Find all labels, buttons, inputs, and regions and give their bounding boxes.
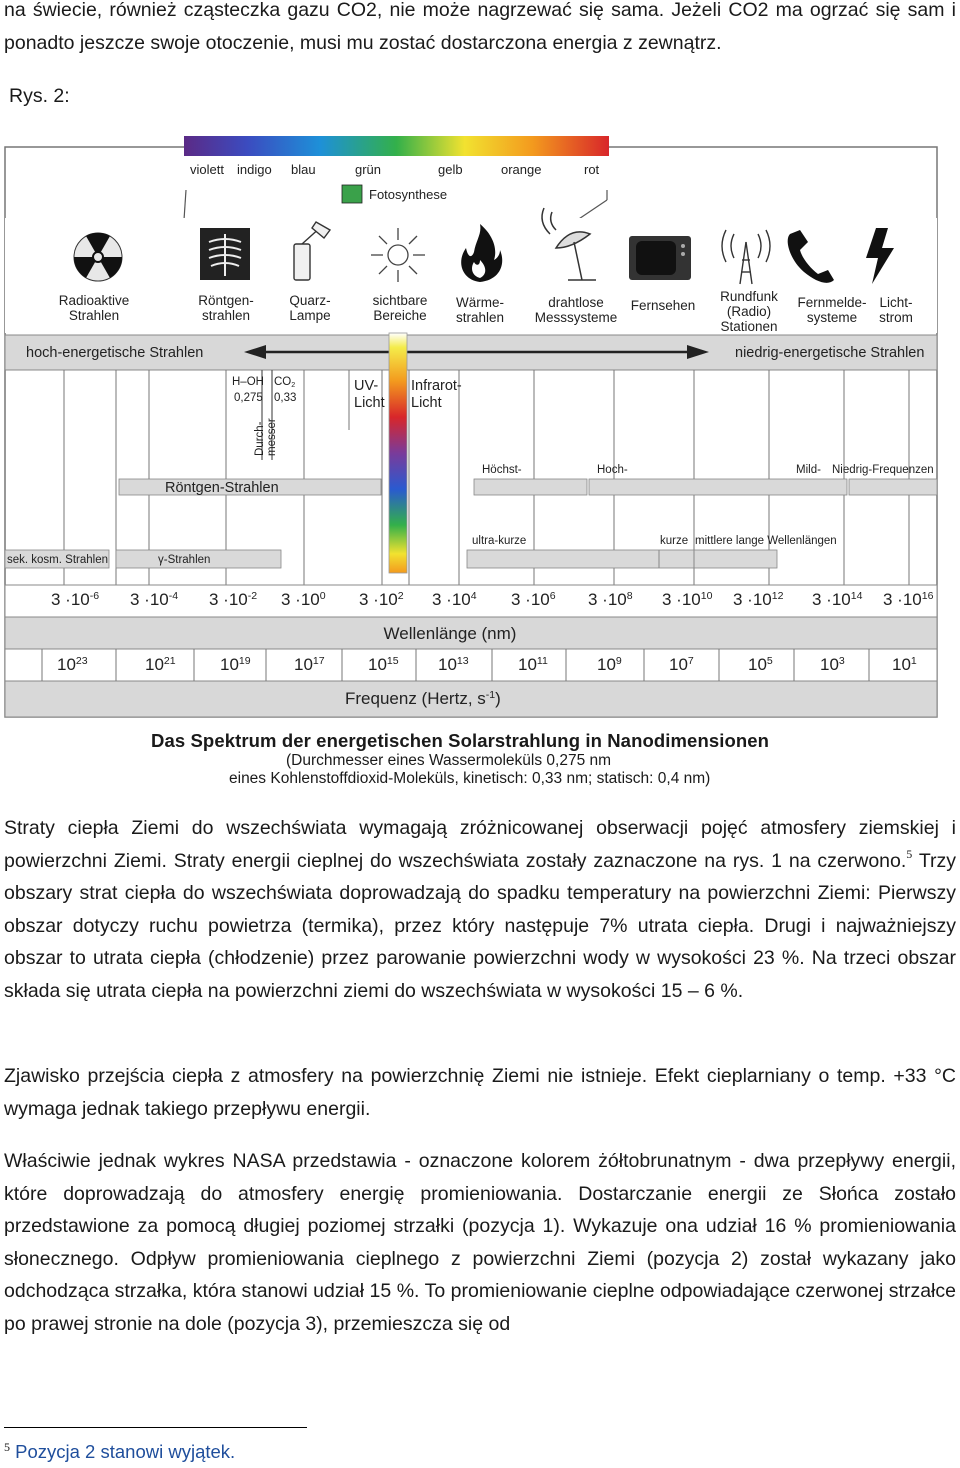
footnote-text: Pozycja 2 stanowi wyjątek. [15, 1441, 236, 1463]
frequency-tick-label: $10^3$ [820, 655, 845, 674]
frequency-tick-label: $10^7$ [669, 655, 694, 674]
hoechst-label: Höchst- [482, 464, 522, 476]
paragraph-3: Właściwie jednak wykres NASA przedstawia - oznaczone kolorem żółtobrunatnym - dwa przepływy energii, które doprowadzają do atmosfery energię promieniowania. Dostarczanie energii ze Słońca zostało przedstawione za pomocą długiej poziomej strzałki (pozycja 1). Wykazuje ona udział 16 % promieniowania słonecznego. Odpływ promieniowania cieplnego z powierzchni Ziemi (pozycja 2) został wykazany jako odchodząca strzałka, która stanowi udział 15 %. To promieniowanie cieplne odpowiadające czerwonej strzałce po prawej stronie na dole (pozycja 3), przemieszcza się od [4, 1150, 956, 1335]
ir-label: Infrarot- Licht [411, 378, 462, 411]
footnote: $^5$ Pozycja 2 stanowi wyjątek. [4, 1440, 236, 1463]
wavelength-tick-label: $3 \cdot 10^8$ [588, 590, 633, 609]
frequency-tick-label: $10^{19}$ [220, 655, 251, 674]
paragraph-2: Zjawisko przejścia ciepła z atmosfery na powierzchnię Ziemi nie istnieje. Efekt cieplarniany o temp. +33 °C wymaga jednak takiego przepływu energii. [4, 1065, 956, 1120]
frequency-tick-label: $10^1$ [892, 655, 917, 674]
hoch-bar [589, 479, 847, 495]
color-gruen: grün [355, 162, 382, 177]
roentgen-strahlen-label: Röntgen-Strahlen [165, 480, 279, 496]
uv-label: UV- Licht [354, 378, 385, 411]
radio-waves-bar [467, 550, 777, 568]
visible-spectrum-bar [184, 136, 609, 156]
ho-label: H–OH [232, 376, 264, 388]
frequency-tick-label: $10^{13}$ [438, 655, 469, 674]
figure-reference: Rys. 2: [9, 85, 70, 107]
footnote-separator [4, 1427, 307, 1428]
co2-label: $CO_2$ [274, 376, 296, 389]
wavelength-tick-label: $3 \cdot 10^{-6}$ [51, 590, 100, 609]
paragraph-1: Straty ciepła Ziemi do wszechświata wymagają zróżnicowanej obserwacji pojęć atmosfery ziemskiej i powierzchni Ziemi. Straty energii cieplnej do wszechświata zostały zaznaczone na rys. 1 na czerwono.$^5$ Trzy obszary strat ciepła do wszechświata doprowadzają do spadku temperatury na powierzchni Ziemi: Pierwszy obszar dotyczy ruchu powietrza (termika), przez który następuje 7% utrata ciepła. Drugi i najważniejszy obszar to utrata ciepła (chłodzenie) przez parowanie powierzchni wody w wysokości 23 %. Na trzeci obszar składa się utrata ciepła na powierzchni ziemi do wszechświata w wysokości 15 – 6 %. [4, 817, 957, 1002]
wavelength-tick-label: $3 \cdot 10^{10}$ [662, 590, 713, 609]
color-blau: blau [291, 162, 316, 177]
mild-label: Mild- [796, 464, 821, 476]
wavelength-tick-label: $3 \cdot 10^{14}$ [812, 590, 863, 609]
wavelength-tick-label: $3 \cdot 10^{12}$ [733, 590, 784, 609]
paragraph-top: na świecie, również cząsteczka gazu CO2, nie może nagrzewać się sama. Jeżeli CO2 ma ogrzać się sam i ponadto jeszcze swoje otoczenie, musi mu zostać dostarczona energia z zewnątrz. [4, 0, 956, 54]
icon-label-quarz: Quarz- Lampe [289, 293, 331, 323]
niedrig-bar [849, 479, 937, 495]
niedrig-label: Niedrig-Frequenzen [832, 464, 934, 476]
wavelength-tick-label: $3 \cdot 10^{-4}$ [130, 590, 179, 609]
caption-title: Das Spektrum der energetischen Solarstrahlung in Nanodimensionen [151, 730, 770, 751]
caption-line-2: eines Kohlenstoffdioxid-Moleküls, kinetisch: 0,33 nm; statisch: 0,4 nm) [229, 770, 711, 787]
frequency-tick-label: $10^9$ [597, 655, 622, 674]
frequency-tick-label: $10^{11}$ [518, 655, 548, 674]
color-violett: violett [190, 162, 224, 177]
icon-label-roentgen: Röntgen- strahlen [198, 293, 254, 323]
color-orange: orange [501, 162, 542, 177]
tv-icon [629, 236, 691, 280]
frequency-tick-label: $10^{17}$ [294, 655, 325, 674]
frequency-tick-label: $10^5$ [748, 655, 773, 674]
band-label-high: hoch-energetische Strahlen [26, 345, 204, 361]
wavelength-tick-label: $3 \cdot 10^2$ [359, 590, 404, 609]
radiation-icon [74, 233, 122, 281]
visible-spectrum-column [389, 333, 407, 573]
wavelength-tick-label: $3 \cdot 10^{16}$ [883, 590, 934, 609]
wavelength-tick-label: $3 \cdot 10^6$ [511, 590, 556, 609]
icon-label-fernsehen: Fernsehen [630, 298, 696, 313]
caption-line-1: (Durchmesser eines Wassermoleküls 0,275 nm [286, 752, 612, 769]
kurze-label: kurze [660, 535, 689, 547]
hoechst-bar [474, 479, 587, 495]
diameter-label: Durch- messer [254, 418, 278, 456]
color-indigo: indigo [237, 162, 272, 177]
icon-label-radioaktive: Radioaktive Strahlen [58, 293, 130, 323]
wavelength-tick-label: $3 \cdot 10^0$ [281, 590, 326, 609]
frequency-axis-label: Frequenz (Hertz, $s^{-1}$) [345, 689, 501, 708]
band-label-low: niedrig-energetische Strahlen [735, 345, 925, 361]
ho-value: 0,275 [234, 392, 263, 404]
kosm-label: sek. kosm. Strahlen [7, 554, 108, 566]
mittlere-label: mittlere lange Wellenlängen [695, 535, 837, 547]
wavelength-tick-label: $3 \cdot 10^{-2}$ [209, 590, 258, 609]
icon-label-lichtstrom: Licht- strom [879, 295, 913, 325]
color-rot: rot [584, 162, 600, 177]
icon-label-fernmelde: Fernmelde- systeme [797, 295, 867, 325]
fotosynthese-swatch [342, 185, 362, 203]
fotosynthese-label: Fotosynthese [369, 187, 448, 202]
icon-label-rundfunk: Rundfunk (Radio) Stationen [720, 289, 778, 334]
icon-label-waerme: Wärme- strahlen [455, 295, 505, 325]
skeleton-icon [200, 228, 250, 280]
frequency-tick-label: $10^{21}$ [145, 655, 176, 674]
frequency-tick-label: $10^{15}$ [368, 655, 399, 674]
ultra-kurze-label: ultra-kurze [472, 535, 527, 547]
hoch-label: Hoch- [597, 464, 628, 476]
icon-label-drahtlose: drahtlose Messsysteme [534, 295, 618, 325]
color-gelb: gelb [438, 162, 463, 177]
footnote-reference[interactable]: 5 [906, 846, 913, 861]
icon-label-sichtbare: sichtbare Bereiche [372, 293, 428, 323]
spectrum-figure [4, 130, 944, 720]
gamma-label: γ-Strahlen [158, 554, 211, 566]
co2-value: 0,33 [274, 392, 297, 404]
wavelength-tick-label: $3 \cdot 10^4$ [432, 590, 477, 609]
wavelength-axis-label: Wellenlänge (nm) [383, 624, 517, 643]
frequency-tick-label: $10^{23}$ [57, 655, 88, 674]
